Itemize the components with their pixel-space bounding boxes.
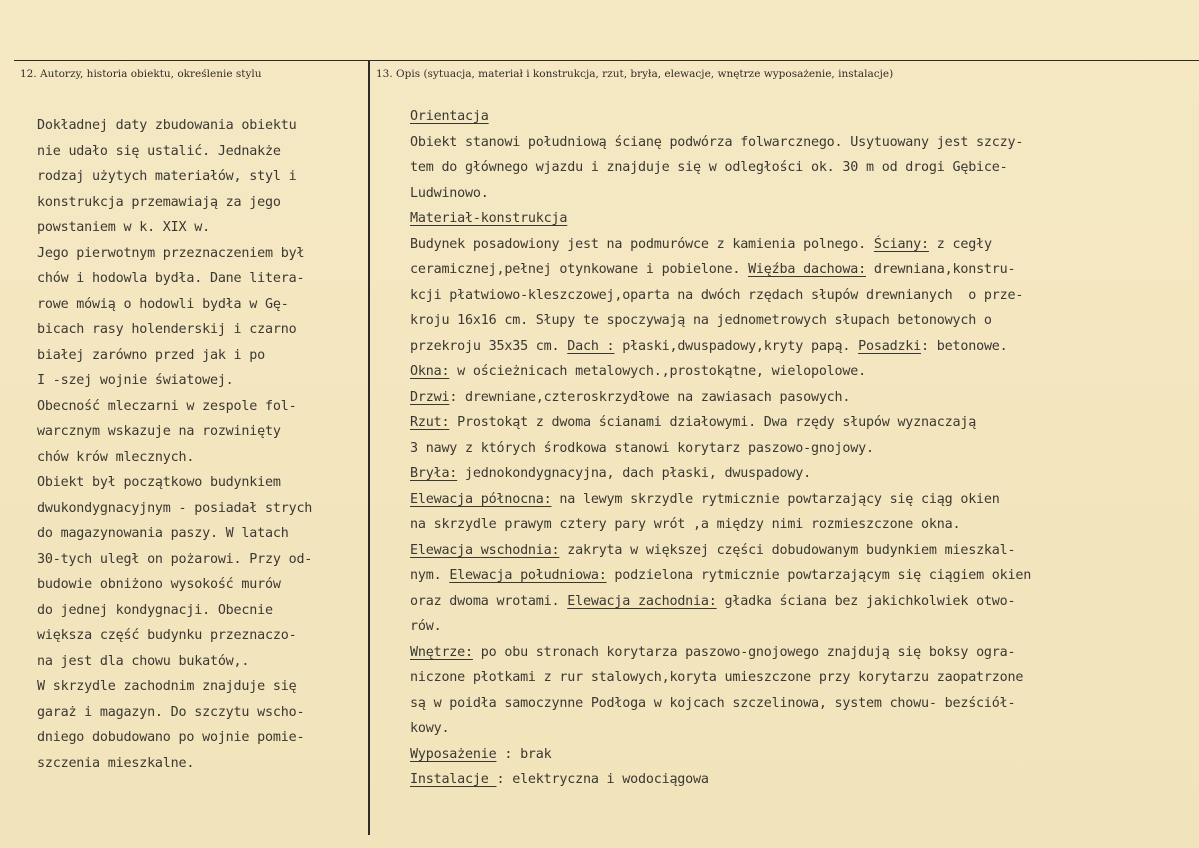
description-text: na skrzydle prawym cztery pary wrót ,a między nimi rozmieszczone okna. <box>410 517 961 532</box>
history-line: rodzaj użytych materiałów, styl i <box>37 169 297 184</box>
description-text: : elektryczna i wodociągowa <box>496 772 709 787</box>
description-text: w ościeżnicach metalowych.,prostokątne, wielopolowe. <box>449 364 866 379</box>
header-description: 13. Opis (sytuacja, materiał i konstrukcja, rzut, bryła, elewacje, wnętrze wyposażenie, instalacje) <box>376 68 894 80</box>
history-line: chów krów mlecznych. <box>37 449 195 465</box>
history-line: Jego pierwotnym przeznaczeniem był <box>37 245 305 261</box>
section-heading: Ściany: <box>873 236 929 252</box>
section-heading: Wyposażenie <box>410 746 497 762</box>
description-text: ceramicznej,pełnej otynkowane i pobielone. <box>410 262 749 277</box>
history-line: 30-tych uległ on pożarowi. Przy od- <box>37 551 313 567</box>
description-text: Ludwinowo. <box>410 185 489 201</box>
description-text: drewniana,konstru- <box>866 262 1016 277</box>
history-line: dniego dobudowano po wojnie pomie- <box>37 730 305 745</box>
description-text: kowy. <box>410 721 450 736</box>
history-line: Dokładnej daty zbudowania obiektu <box>37 118 297 133</box>
description-line <box>410 104 1190 130</box>
history-line: chów i hodowla bydła. Dane litera- <box>37 271 305 286</box>
header-authors-history: 12. Autorzy, historia obiektu, określenie stylu <box>20 68 262 80</box>
description-line <box>410 691 1190 717</box>
description-line <box>410 130 1190 156</box>
top-rule <box>14 60 1199 61</box>
description-text: są w poidła samoczynne Podłoga w kojcach szczelinowa, system chowu- bezściół- <box>410 695 1016 711</box>
description-line <box>410 181 1190 207</box>
description-line <box>410 742 1190 768</box>
history-line: konstrukcja przemawiają za jego <box>37 194 281 210</box>
history-line: powstaniem w k. XIX w. <box>37 220 210 235</box>
description-text: : drewniane,czteroskrzydłowe na zawiasach pasowych. <box>449 389 851 405</box>
description-text: Obiekt stanowi południową ścianę podwórza folwarcznego. Usytuowany jest szczy- <box>410 134 1024 150</box>
description-line <box>410 487 1190 513</box>
section-heading: Elewacja północna: <box>410 491 552 507</box>
section-heading: Rzut: <box>410 415 450 430</box>
description-text: na lewym skrzydle rytmicznie powtarzający się ciąg okien <box>551 491 1000 507</box>
section-heading: Elewacja wschodnia: <box>410 542 560 558</box>
description-line <box>410 665 1190 691</box>
section-heading: Bryła: <box>410 466 458 481</box>
description-line <box>410 538 1190 564</box>
description-line <box>410 767 1190 793</box>
history-line: Obiekt był początkowo budynkiem <box>37 475 281 490</box>
description-line <box>410 436 1190 462</box>
description-text: oraz dwoma wrotami. <box>410 593 568 609</box>
history-line: białej zarówno przed jak i po <box>37 347 265 363</box>
description-line <box>410 512 1190 538</box>
history-line: na jest dla chowu bukatów,. <box>37 653 250 669</box>
description-text: zakryta w większej części dobudowanym budynkiem mieszkal- <box>559 542 1016 558</box>
description-line <box>410 232 1190 258</box>
history-line: budowie obniżono wysokość murów <box>37 577 281 592</box>
description-text: tem do głównego wjazdu i znajduje się w odległości ok. 30 m od drogi Gębice- <box>410 160 1008 175</box>
history-line: W skrzydle zachodnim znajduje się <box>37 679 297 694</box>
description-line <box>410 640 1190 666</box>
description-text: kcji płatwiowo-kleszczowej,oparta na dwóch rzędach słupów drewnianych o prze- <box>410 287 1024 303</box>
history-line: rowe mówią o hodowli bydła w Gę- <box>37 296 289 312</box>
section-heading: Wnętrze: <box>410 644 473 660</box>
description-text: nym. <box>410 568 450 583</box>
description-line <box>410 716 1190 742</box>
description-text: kroju 16x16 cm. Słupy te spoczywają na jednometrowych słupach betonowych o <box>410 313 992 328</box>
section-heading: Materiał-konstrukcja <box>410 211 568 226</box>
description-line <box>410 283 1190 309</box>
section-heading: Więźba dachowa: <box>748 262 866 277</box>
section-heading: Elewacja zachodnia: <box>567 593 717 609</box>
description-text: Budynek posadowiony jest na podmurówce z kamienia polnego. <box>410 236 874 252</box>
history-line: I -szej wojnie światowej. <box>37 373 234 388</box>
section-heading: Dach : <box>567 338 615 354</box>
description-text: przekroju 35x35 cm. <box>410 338 568 354</box>
history-line: bicach rasy holenderskij i czarno <box>37 322 297 337</box>
history-line: szczenia mieszkalne. <box>37 755 195 771</box>
description-line <box>410 359 1190 385</box>
description-text: 3 nawy z których środkowa stanowi korytarz paszowo-gnojowy. <box>410 440 874 456</box>
description-text: niczone płotkami z rur stalowych,koryta umieszczone przy korytarzu zaopatrzone <box>410 670 1024 685</box>
description-text: : betonowe. <box>921 338 1008 354</box>
section-heading: Instalacje <box>410 772 497 787</box>
history-line: do jednej kondygnacji. Obecnie <box>37 602 273 618</box>
history-line: garaż i magazyn. Do szczytu wscho- <box>37 704 305 720</box>
description-line <box>410 334 1190 360</box>
description-text: z cegły <box>928 236 992 252</box>
description-text: płaski,dwuspadowy,kryty papą. <box>614 338 859 354</box>
description-line <box>410 410 1190 436</box>
description-line <box>410 308 1190 334</box>
description-text-column <box>410 104 1190 793</box>
description-text: rów. <box>410 619 442 634</box>
description-text: jednokondygnacyjna, dach płaski, dwuspadowy. <box>457 466 811 481</box>
description-text: gładka ściana bez jakichkolwiek otwo- <box>716 593 1016 609</box>
description-line <box>410 589 1190 615</box>
description-line <box>410 563 1190 589</box>
history-line: Obecność mleczarni w zespole fol- <box>37 398 297 414</box>
history-line: do magazynowania paszy. W latach <box>37 526 289 541</box>
section-heading: Elewacja południowa: <box>449 568 607 583</box>
history-line: większa część budynku przeznaczo- <box>37 628 297 643</box>
description-line <box>410 155 1190 181</box>
description-line <box>410 257 1190 283</box>
description-text: podzielona rytmicznie powtarzającym się ciągiem okien <box>606 568 1032 583</box>
section-heading: Okna: <box>410 364 450 379</box>
description-line <box>410 461 1190 487</box>
description-text: Prostokąt z dwoma ścianami działowymi. Dwa rzędy słupów wyznaczają <box>449 415 977 430</box>
history-text-column <box>37 113 372 776</box>
section-heading: Orientacja <box>410 109 489 124</box>
section-heading: Drzwi <box>410 389 450 405</box>
history-line: nie udało się ustalić. Jednakże <box>37 143 281 159</box>
section-heading: Posadzki <box>858 338 922 354</box>
description-line <box>410 206 1190 232</box>
description-text: po obu stronach korytarza paszowo-gnojowego znajdują się boksy ogra- <box>472 644 1016 660</box>
history-line: dwukondygnacyjnym - posiadał strych <box>37 500 313 516</box>
history-line: warcznym wskazuje na rozwinięty <box>37 424 281 439</box>
description-line <box>410 385 1190 411</box>
description-text: : brak <box>496 746 552 762</box>
description-line <box>410 614 1190 640</box>
